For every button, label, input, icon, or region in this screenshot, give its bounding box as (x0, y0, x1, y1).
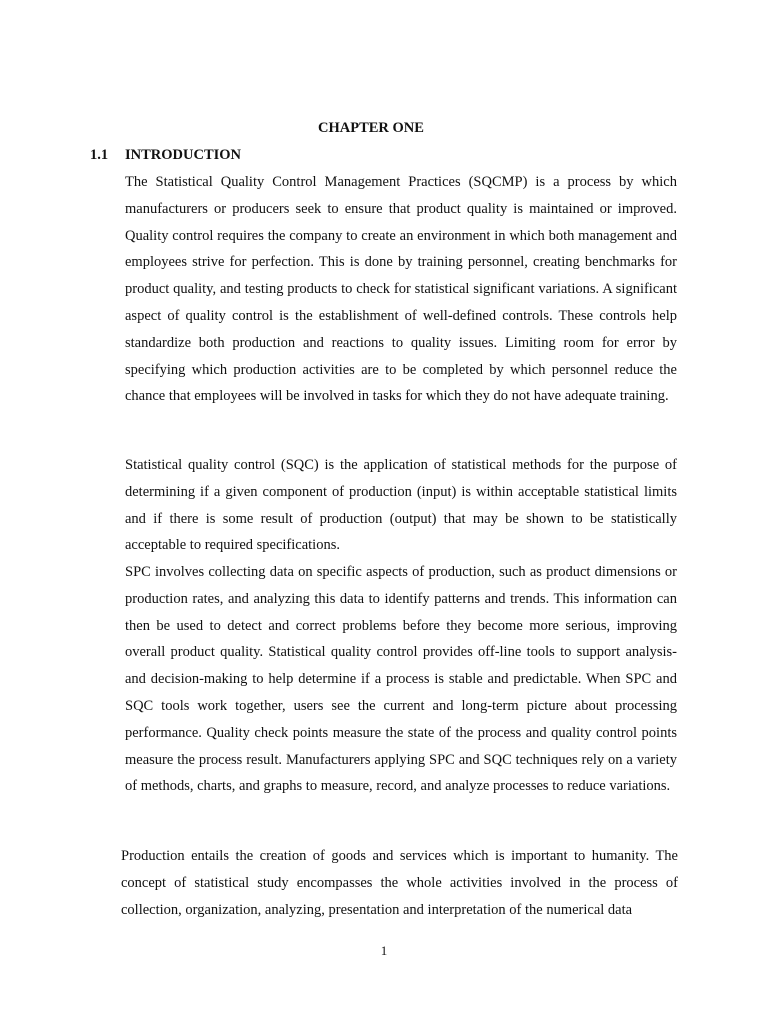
section-number: 1.1 (90, 147, 109, 163)
page-number: 1 (380, 943, 388, 958)
chapter-title: CHAPTER ONE (318, 120, 424, 136)
sqc-definition-paragraph: Statistical quality control (SQC) is the application of statistical methods for the purpose of determining if a given component of production (input) is within acceptable statistical limits and if there is some result of production (output) that may be shown to be statistically acceptable to required specifications. (125, 457, 677, 554)
intro-paragraph: The Statistical Quality Control Management Practices (SQCMP) is a process by which manufacturers or producers seek to ensure that product quality is maintained or improved. Quality control requires the company to create an environment in which both management and employees strive for perfection. This is done by training personnel, creating benchmarks for product quality, and testing products to check for statistical significant variations. A significant aspect of quality control is the establishment of well-defined controls. These controls help standardize both production and reactions to quality issues. Limiting room for error by specifying which production activities are to be completed by which personnel reduce the chance that employees will be involved in tasks for which they do not have adequate training. (125, 174, 677, 405)
spc-paragraph: SPC involves collecting data on specific aspects of production, such as product dimensions or production rates, and analyzing this data to identify patterns and trends. This information can then be used to detect and correct problems before they become more serious, improving overall product quality. Statistical quality control provides off-line tools to support analysis- and decision-making to help determine if a process is stable and predictable. When SPC and SQC tools work together, users see the current and long-term picture about processing performance. Quality check points measure the state of the process and quality control points measure the process result. Manufacturers applying SPC and SQC techniques rely on a variety of methods, charts, and graphs to measure, record, and analyze processes to reduce variations. (125, 564, 677, 795)
section-heading (90, 146, 241, 164)
production-paragraph: Production entails the creation of goods and services which is important to humanity. The concept of statistical study encompasses the whole activities involved in the process of collection, organization, analyzing, presentation and interpretation of the numerical data (121, 848, 678, 918)
section-title: INTRODUCTION (125, 147, 242, 163)
